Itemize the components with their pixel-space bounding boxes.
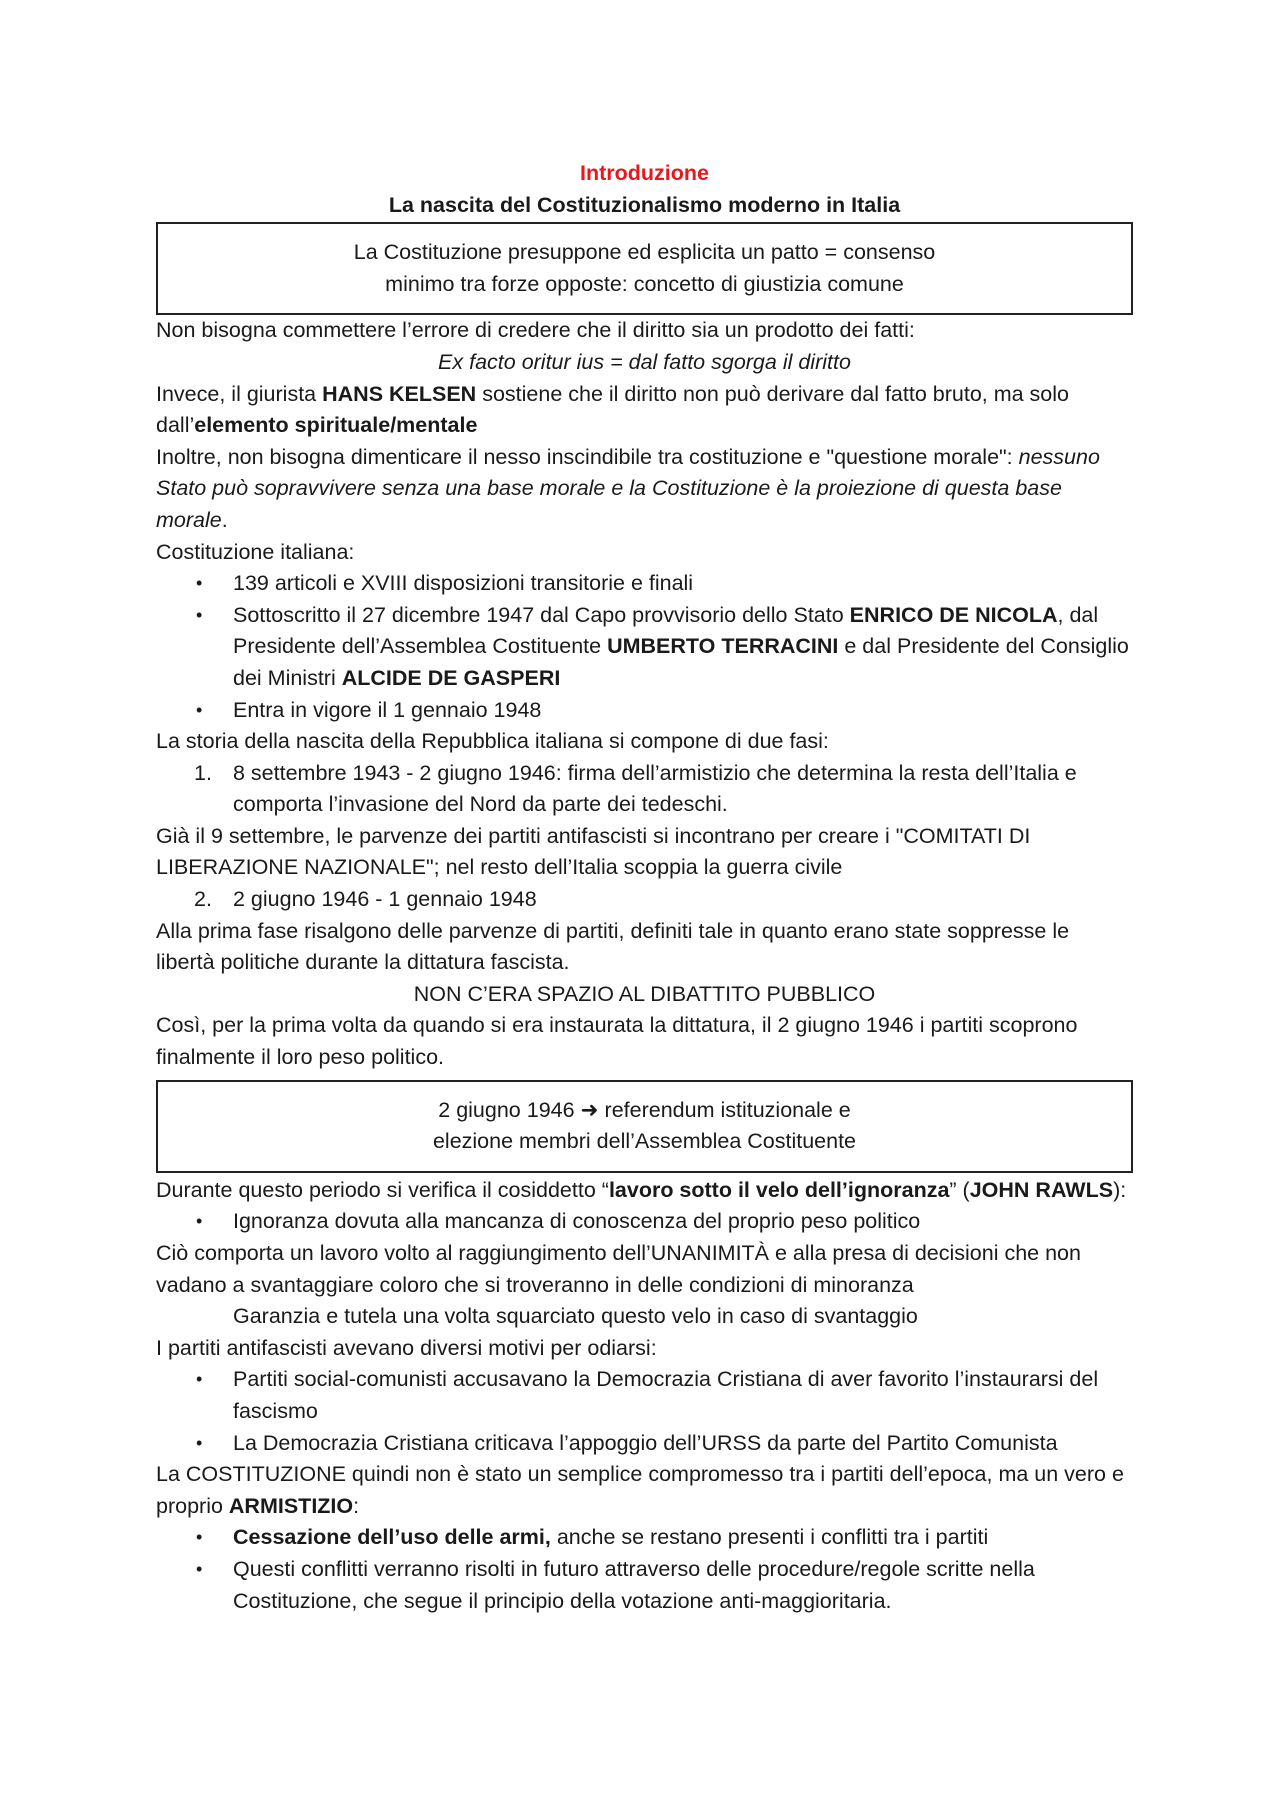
summary-box-line: La Costituzione presuppone ed esplicita un patto = consenso: [353, 240, 936, 265]
list-item: • La Democrazia Cristiana criticava l’appoggio dell’URSS da parte del Partito Comunista: [156, 1428, 1133, 1460]
list-item: • Cessazione dell’uso delle armi, anche se restano presenti i conflitti tra i partiti: [156, 1522, 1133, 1554]
list-item: • Questi conflitti verranno risolti in futuro attraverso delle procedure/regole scritte nella Costituzione, che segue il principio della votazione anti-maggioritaria.: [156, 1554, 1133, 1617]
list-item: 1. 8 settembre 1943 - 2 giugno 1946: firma dell’armistizio che determina la resta dell’Italia e comporta l’invasione del Nord da parte dei tedeschi.: [194, 760, 1077, 817]
italic-statement: nessuno Stato può sopravvivere senza una base morale e la Costituzione è la proiezione di questa base morale: [156, 444, 1100, 532]
paragraph: Invece, il giurista HANS KELSEN sostiene che il diritto non può derivare dal fatto bruto, ma solo dall’elemento spirituale/mentale: [156, 381, 1070, 438]
date-box: [156, 1080, 1133, 1173]
date-box-line: 2 giugno 1946 ➜ referendum istituzionale e: [438, 1097, 851, 1122]
numbered-list: [156, 758, 1133, 821]
bullet-list: [156, 1522, 1133, 1617]
section-subtitle: La nascita del Costituzionalismo moderno in Italia: [388, 192, 901, 217]
paragraph: Durante questo periodo si verifica il cosiddetto “lavoro sotto il velo dell’ignoranza” (JOHN RAWLS):: [156, 1177, 1127, 1202]
list-item: • Entra in vigore il 1 gennaio 1948: [156, 695, 1133, 727]
paragraph: La COSTITUZIONE quindi non è stato un semplice compromesso tra i partiti dell’epoca, ma un vero e proprio ARMISTIZIO:: [156, 1462, 1124, 1518]
list-item: • 139 articoli e XVIII disposizioni transitorie e finali: [156, 568, 1133, 600]
paragraph: Inoltre, non bisogna dimenticare il nesso inscindibile tra costituzione e "questione morale": nessuno Stato può sopravvivere senza una base morale e la Costituzione è la proiezione di questa base morale.: [156, 444, 1100, 532]
list-item: • Ignoranza dovuta alla mancanza di conoscenza del proprio peso politico: [156, 1206, 1133, 1238]
paragraph: La storia della nascita della Repubblica italiana si compone di due fasi:: [156, 729, 829, 754]
paragraph: I partiti antifascisti avevano diversi motivi per odiarsi:: [156, 1335, 657, 1360]
arrow-right-icon: ➜: [580, 1097, 599, 1122]
document-body: [156, 158, 1133, 1617]
numbered-list: [156, 884, 1133, 916]
summary-box-line: minimo tra forze opposte: concetto di giustizia comune: [385, 271, 904, 296]
rawls-name: JOHN RAWLS: [969, 1177, 1114, 1202]
list-item: • Sottoscritto il 27 dicembre 1947 dal Capo provvisorio dello Stato ENRICO DE NICOLA, dal Presidente dell’Assemblea Costituente UMBERTO TERRACINI e dal Presidente del Consiglio dei Ministri ALCIDE DE GASPERI: [156, 600, 1133, 695]
paragraph: Costituzione italiana:: [156, 539, 355, 564]
kelsen-name: HANS KELSEN: [322, 381, 477, 406]
paragraph: Alla prima fase risalgono delle parvenze di partiti, definiti tale in quanto erano state soppresse le libertà politiche durante la dittatura fascista.: [156, 918, 1070, 975]
armistizio-term: ARMISTIZIO: [228, 1493, 354, 1518]
paragraph: Già il 9 settembre, le parvenze dei partiti antifascisti si incontrano per creare i "COMITATI DI LIBERAZIONE NAZIONALE"; nel resto dell’Italia scoppia la guerra civile: [156, 823, 1031, 880]
date-box-line: elezione membri dell’Assemblea Costituente: [432, 1129, 857, 1154]
section-title: Introduzione: [580, 161, 709, 185]
paragraph: Così, per la prima volta da quando si era instaurata la dittatura, il 2 giugno 1946 i partiti scoprono finalmente il loro peso politico.: [156, 1013, 1078, 1070]
list-item: • Partiti social-comunisti accusavano la Democrazia Cristiana di aver favorito l’instaurarsi del fascismo: [156, 1364, 1133, 1427]
summary-box: [156, 222, 1133, 315]
bold-term: elemento spirituale/mentale: [194, 413, 478, 438]
paragraph: Non bisogna commettere l’errore di credere che il diritto sia un prodotto dei fatti:: [156, 318, 915, 343]
bullet-list: [156, 1206, 1133, 1238]
list-item: 2. 2 giugno 1946 - 1 gennaio 1948: [194, 887, 537, 912]
bullet-list: [156, 568, 1133, 726]
paragraph: Ciò comporta un lavoro volto al raggiungimento dell’UNANIMITÀ e alla presa di decisioni che non vadano a svantaggiare coloro che si troveranno in delle condizioni di minoranza: [156, 1241, 1081, 1297]
latin-quote: Ex facto oritur ius = dal fatto sgorga il diritto: [438, 349, 851, 374]
bullet-list: [156, 1364, 1133, 1459]
centered-statement: NON C’ERA SPAZIO AL DIBATTITO PUBBLICO: [413, 981, 876, 1006]
indented-line: Garanzia e tutela una volta squarciato questo velo in caso di svantaggio: [233, 1304, 918, 1329]
